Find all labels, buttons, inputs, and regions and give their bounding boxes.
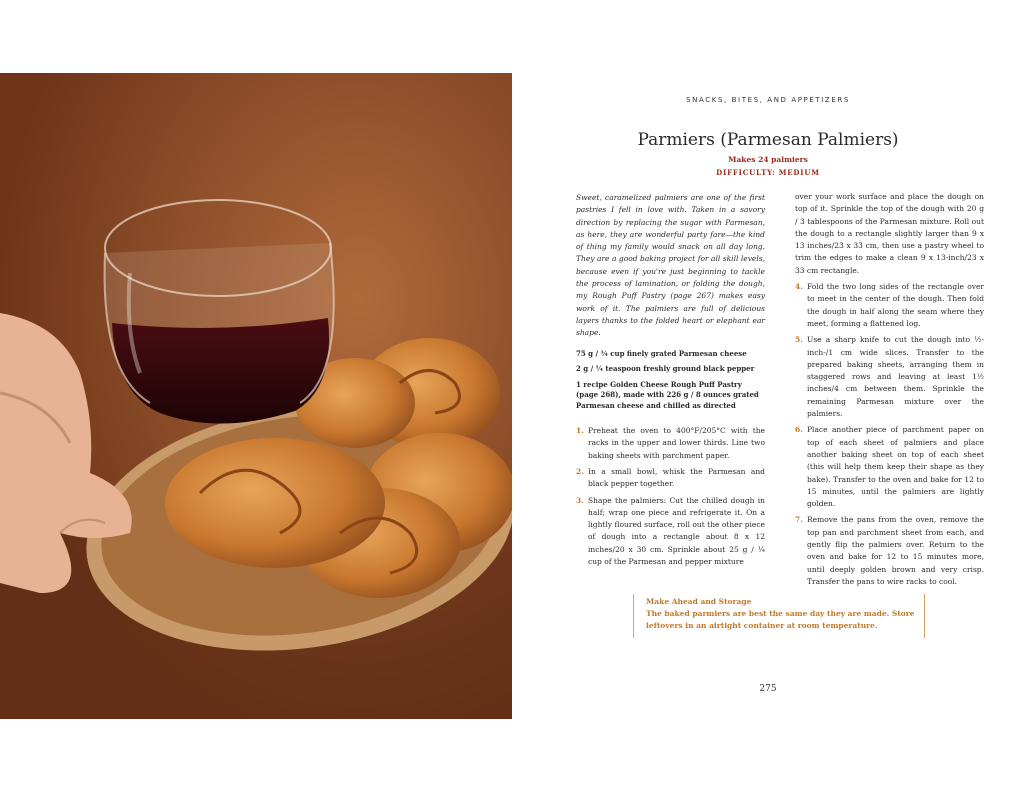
step-text: Use a sharp knife to cut the dough into ½-inch-/1 cm wide slices. Transfer to the prepared baking sheets, arranging them in staggered rows and leaving at least 1½ inches/4 cm between them. Sprinkle the remaining Parmesan mixture over the palmiers. [807,335,984,419]
step-text: Fold the two long sides of the rectangle over to meet in the center of the dough. Then fold the dough in half along the seam where they meet, forming a flattened log. [807,282,984,328]
step-number: 1. [576,426,584,436]
step-item [795,281,984,330]
step-text: Preheat the oven to 400°F/205°C with the racks in the upper and lower thirds. Line two baking sheets with parchment paper. [588,426,765,460]
step-item [576,425,765,462]
step-number: 7. [795,515,803,525]
recipe-difficulty: DIFFICULTY: MEDIUM [716,168,820,177]
step-3-continued: over your work surface and place the dough on top of it. Sprinkle the top of the dough with 20 g / 3 tablespoons of the Parmesan mixture. Roll out the dough to a rectangle slightly larger than 9 x 13 inches/23 x 33 cm, then use a pastry wheel to trim the edges to make a clean 9 x 13-inch/23 x 33 cm rectangle. [795,192,984,275]
tip-text: The baked parmiers are best the same day they are made. Store leftovers in an airtight container at room temperature. [646,609,915,630]
tip-heading: Make Ahead and Storage [646,597,752,606]
right-column [795,191,984,592]
step-item [795,514,984,588]
step-number: 3. [576,495,584,505]
ingredient-item: 2 g / ¼ teaspoon freshly ground black pepper [576,364,755,374]
ingredient-list [576,349,765,412]
page-number: 275 [759,684,777,694]
recipe-photo [0,73,512,719]
steps-list-left [576,425,765,568]
step-item [795,424,984,510]
step-item [576,466,765,491]
step-number: 4. [795,282,803,292]
palmiers-and-wine-illustration [0,73,512,719]
step-item [795,334,984,420]
step-text: Place another piece of parchment paper on top of each sheet of palmiers and place another baking sheet on top of each sheet (this will help them keep their shape as they bake). Transfer to the oven and bake for 12 to 15 minutes, until the palmiers are lightly golden. [807,425,984,509]
recipe-page [512,73,1024,719]
step-text: Remove the pans from the oven, remove the top pan and parchment sheet from each, and gently flip the palmiers over. Return to the oven and bake for 12 to 15 minutes more, until deeply golden brown and very crisp. Transfer the pans to wire racks to cool. [807,515,984,586]
recipe-yield: Makes 24 palmiers [728,155,808,164]
step-number: 5. [795,335,803,345]
recipe-title: Parmiers (Parmesan Palmiers) [637,130,899,150]
step-number: 6. [795,425,803,435]
step-text: In a small bowl, whisk the Parmesan and black pepper together. [588,466,765,489]
ingredient-item: 75 g / ¾ cup finely grated Parmesan cheese [576,348,747,358]
steps-list-right [795,281,984,588]
ingredient-item: 1 recipe Golden Cheese Rough Puff Pastry (page 268), made with 226 g / 8 ounces grated Parmesan cheese and chilled as directed [576,379,759,410]
make-ahead-tip [633,594,925,638]
step-item [576,495,765,569]
section-label: SNACKS, BITES, AND APPETIZERS [686,96,850,104]
step-number: 2. [576,466,584,476]
recipe-intro: Sweet, caramelized palmiers are one of the first pastries I fell in love with. Taken in a savory direction by replacing the sugar with Parmesan, as here, they are wonderful party fare—the kind of thing my family would snack on all day long. They are a good baking project for all skill levels, because even if you're just beginning to tackle the process of lamination, or folding the dough, my Rough Puff Pastry (page 267) makes easy work of it. The palmiers are full of delicious layers thanks to the folded heart or elephant ear shape. [576,193,765,338]
step-text: Shape the palmiers: Cut the chilled dough in half; wrap one piece and refrigerate it. On a lightly floured surface, roll out the other piece of dough into a rectangle about 8 x 12 inches/20 x 30 cm. Sprinkle about 25 g / ¼ cup of the Parmesan and pepper mixture [588,495,765,567]
left-column [576,192,765,572]
